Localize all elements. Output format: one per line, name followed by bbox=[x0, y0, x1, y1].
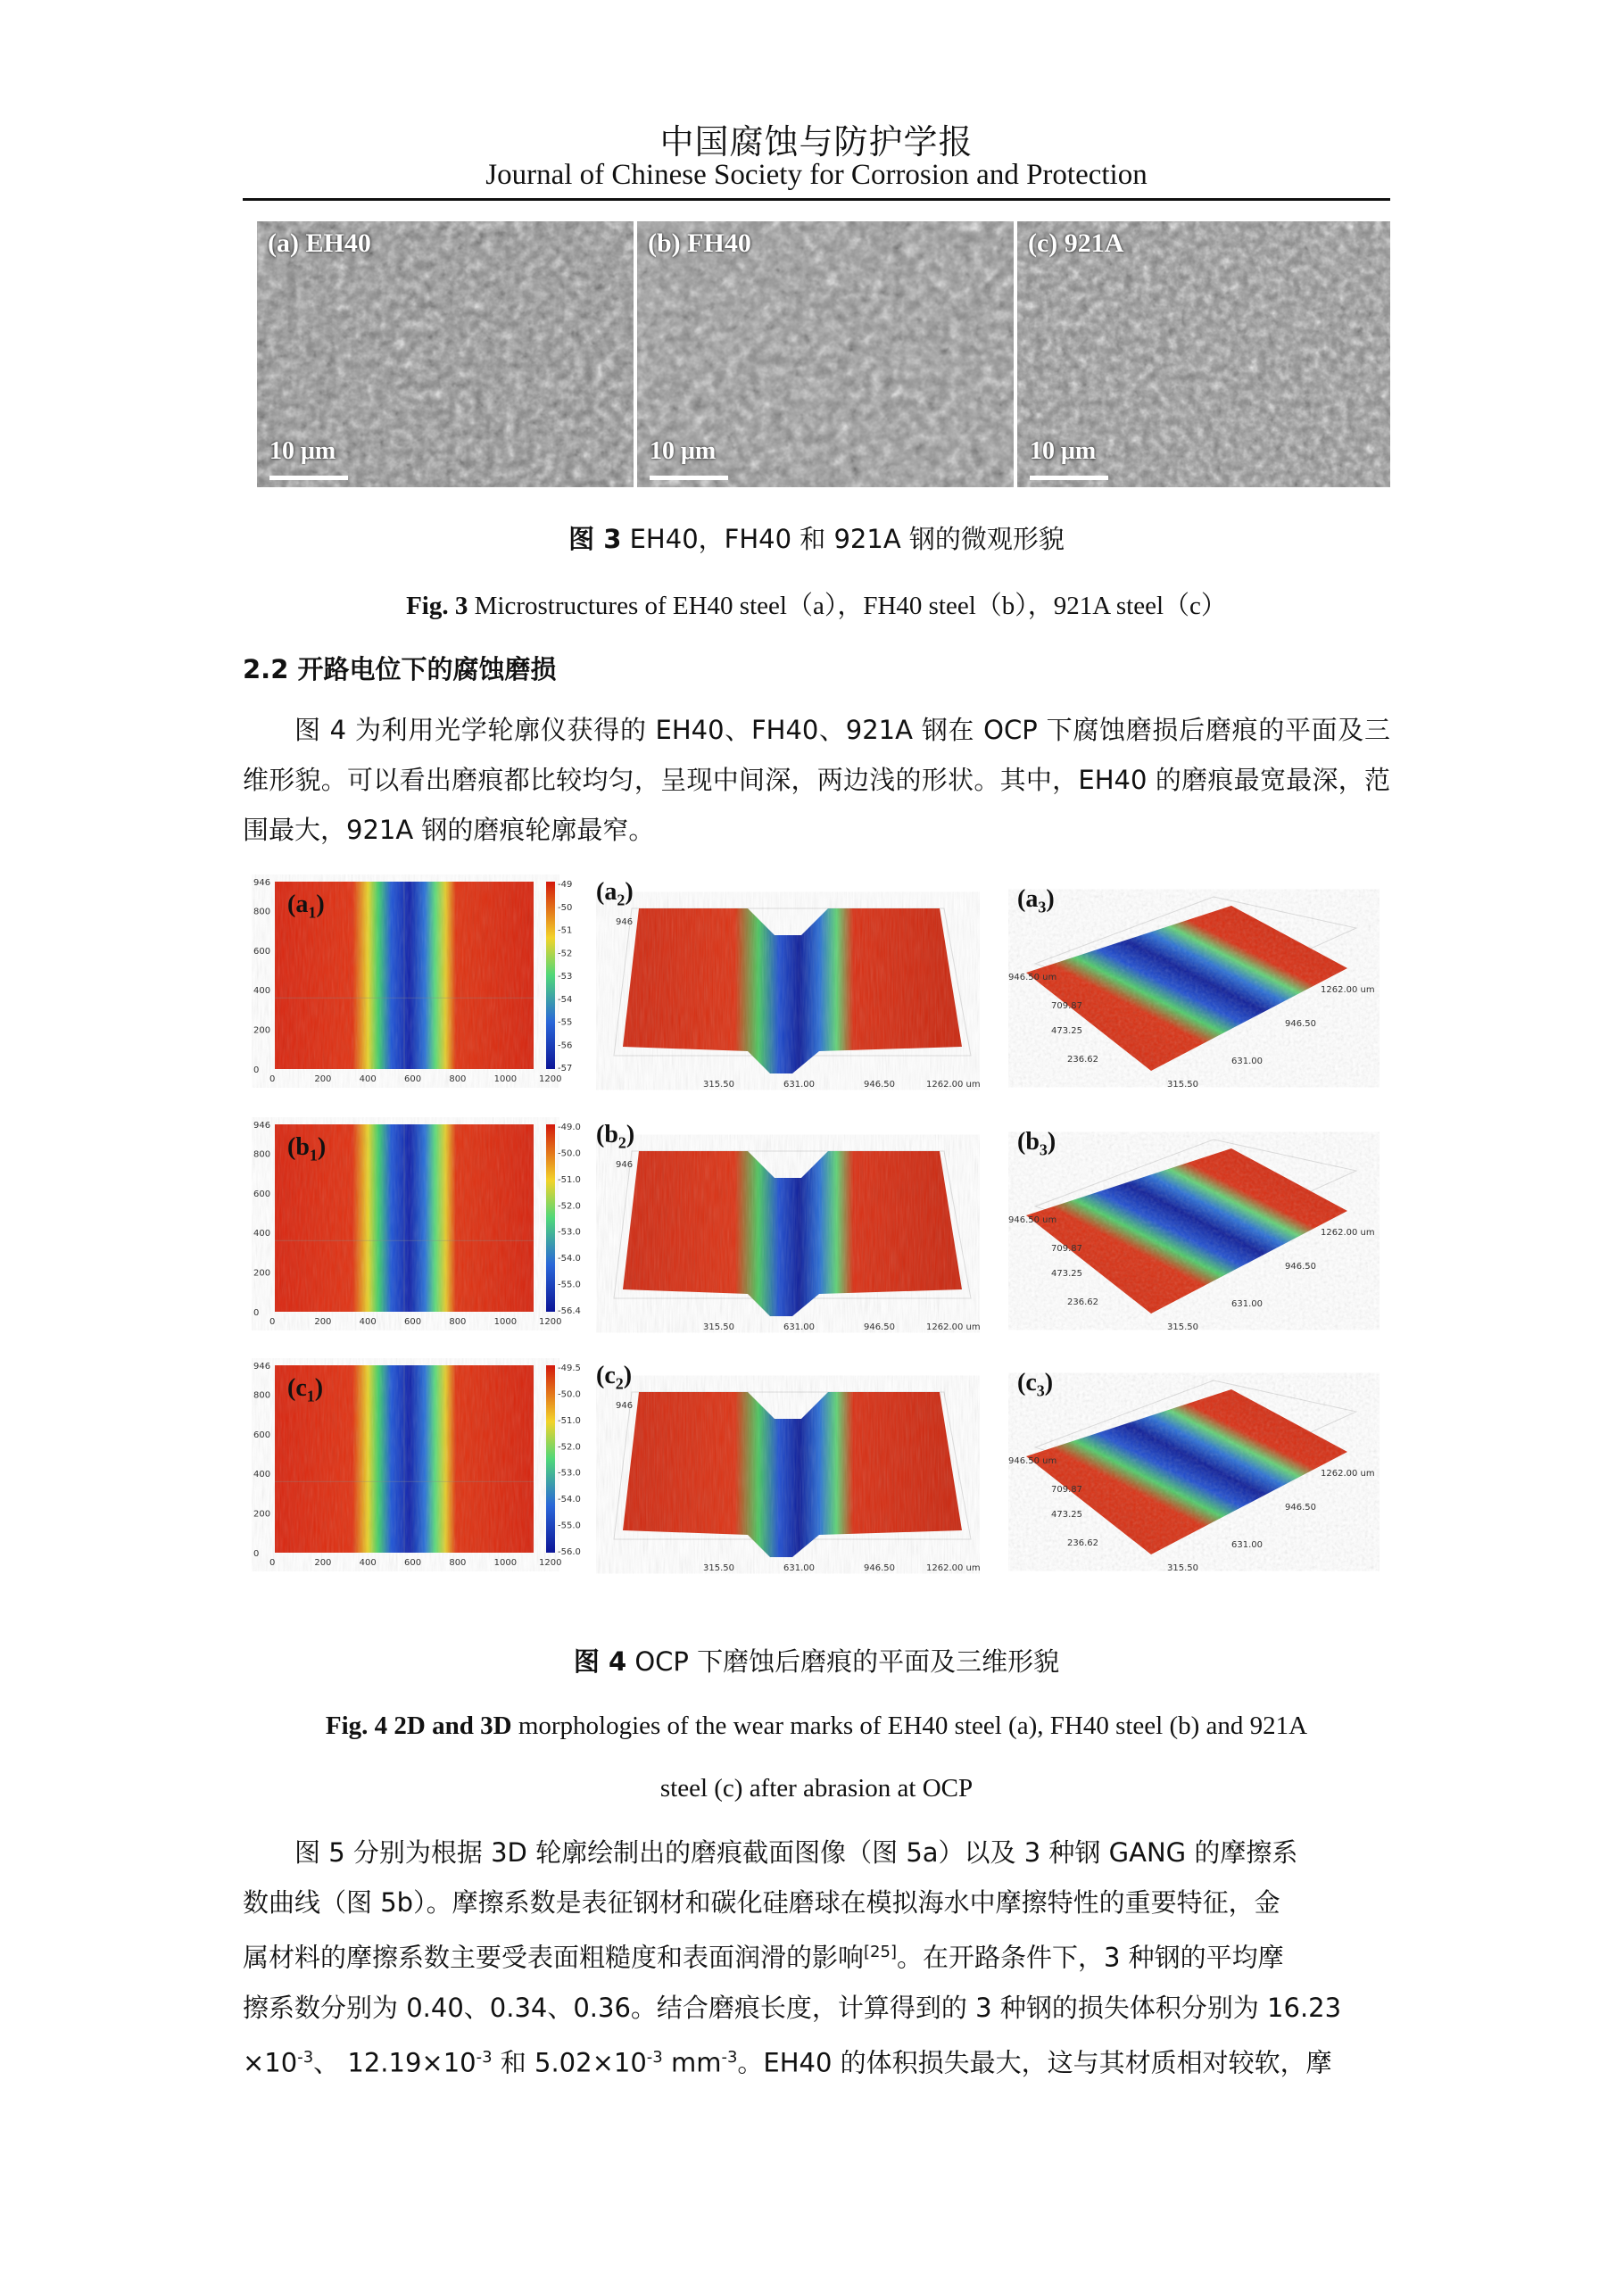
iso3-tick: 946.50 um bbox=[1008, 1456, 1057, 1466]
map-y-tick: 800 bbox=[253, 1149, 271, 1160]
micrograph-label: (c) 921A bbox=[1028, 228, 1124, 258]
colorbar-tick: -54 bbox=[558, 994, 573, 1005]
wear-3d-iso bbox=[1008, 1358, 1392, 1586]
iso3-tick: 946.50 bbox=[1285, 1019, 1316, 1029]
panel-label: $(b_1)$ bbox=[287, 1133, 327, 1165]
colorbar-tick: -53 bbox=[558, 972, 573, 982]
scale-text: 10 μm bbox=[650, 437, 717, 465]
fig3-caption-cn: 图 3 EH40，FH40 和 921A 钢的微观形貌 bbox=[568, 524, 1065, 554]
map-y-tick: 200 bbox=[253, 1268, 271, 1279]
map-y-tick: 946 bbox=[253, 1362, 271, 1372]
wear-3d-front bbox=[596, 1356, 980, 1584]
map-x-tick: 200 bbox=[314, 1558, 332, 1568]
wear-3d-front bbox=[596, 1115, 980, 1343]
colorbar-tick: -56.0 bbox=[558, 1547, 581, 1557]
colorbar-tick: -55.0 bbox=[558, 1521, 581, 1531]
map-x-tick: 1000 bbox=[493, 1074, 518, 1084]
panel-label: $(a_2)$ bbox=[596, 878, 634, 909]
colorbar-tick: -55.0 bbox=[558, 1280, 581, 1290]
iso-x-tick: 1262.00 um bbox=[926, 1322, 980, 1332]
colorbar-tick: -52 bbox=[558, 949, 573, 959]
scale-text: 10 μm bbox=[1030, 437, 1097, 465]
iso-x-tick: 946.50 bbox=[864, 1563, 895, 1573]
map-x-tick: 600 bbox=[404, 1074, 422, 1084]
iso3-tick: 709.87 bbox=[1051, 1244, 1082, 1254]
map-y-tick: 800 bbox=[253, 907, 271, 917]
panel-label: $(a_1)$ bbox=[287, 891, 325, 922]
map-x-tick: 0 bbox=[269, 1074, 276, 1084]
iso3-tick: 1262.00 um bbox=[1321, 985, 1375, 995]
iso3-tick: 1262.00 um bbox=[1321, 1469, 1375, 1479]
map-x-tick: 200 bbox=[314, 1074, 332, 1084]
colorbar-tick: -49 bbox=[558, 880, 573, 890]
iso-x-tick: 631.00 bbox=[783, 1322, 815, 1332]
section-heading: 2.2 开路电位下的腐蚀磨损 bbox=[243, 654, 557, 684]
iso3-tick: 946.50 bbox=[1285, 1503, 1316, 1513]
fig3-caption-en: Fig. 3 Microstructures of EH40 steel（a），FH40 steel（b），921A steel（c） bbox=[406, 592, 1227, 620]
map-y-tick: 400 bbox=[253, 986, 271, 997]
wear-map-2d bbox=[252, 1117, 582, 1336]
colorbar-tick: -56.4 bbox=[558, 1306, 581, 1316]
iso3-tick: 473.25 bbox=[1051, 1510, 1082, 1520]
map-x-tick: 400 bbox=[359, 1317, 377, 1327]
scale-bar bbox=[269, 476, 348, 480]
map-y-tick: 946 bbox=[253, 1121, 271, 1131]
colorbar-tick: -50.0 bbox=[558, 1148, 581, 1159]
colorbar-tick: -51.0 bbox=[558, 1174, 581, 1185]
wear-3d-iso bbox=[1008, 1117, 1392, 1345]
iso3-tick: 315.50 bbox=[1167, 1322, 1198, 1332]
map-y-tick: 400 bbox=[253, 1229, 271, 1239]
panel-label: $(c_1)$ bbox=[287, 1374, 324, 1405]
map-y-tick: 0 bbox=[253, 1549, 260, 1559]
iso-x-tick: 1262.00 um bbox=[926, 1080, 980, 1090]
map-x-tick: 1200 bbox=[539, 1074, 562, 1084]
colorbar-tick: -51 bbox=[558, 925, 573, 936]
scale-bar bbox=[650, 476, 728, 480]
map-x-tick: 400 bbox=[359, 1558, 377, 1568]
map-x-tick: 600 bbox=[404, 1558, 422, 1568]
journal-title-cn: 中国腐蚀与防护学报 bbox=[659, 122, 974, 162]
colorbar-tick: -51.0 bbox=[558, 1415, 581, 1426]
fig4-caption-en: Fig. 4 2D and 3D morphologies of the wear marks of EH40 steel (a), FH40 steel (b) and 921A bbox=[325, 1712, 1308, 1740]
scale-text: 10 μm bbox=[269, 437, 336, 465]
panel-label: $(c_3)$ bbox=[1017, 1369, 1054, 1400]
panel-label: $(b_3)$ bbox=[1017, 1128, 1056, 1159]
map-x-tick: 1200 bbox=[539, 1317, 562, 1327]
map-y-tick: 200 bbox=[253, 1025, 271, 1036]
iso-x-tick: 946.50 bbox=[864, 1080, 895, 1090]
colorbar-tick: -53.0 bbox=[558, 1468, 581, 1479]
colorbar-tick: -54.0 bbox=[558, 1495, 581, 1505]
iso-x-tick: 946.50 bbox=[864, 1322, 895, 1332]
colorbar-tick: -56 bbox=[558, 1040, 573, 1051]
fig4-caption-cn: 图 4 OCP 下磨蚀后磨痕的平面及三维形貌 bbox=[573, 1646, 1060, 1677]
iso3-tick: 473.25 bbox=[1051, 1026, 1082, 1036]
iso3-tick: 946.50 um bbox=[1008, 1215, 1057, 1225]
iso-y-tick: 946 bbox=[616, 1401, 634, 1411]
iso-x-tick: 631.00 bbox=[783, 1080, 815, 1090]
colorbar-tick: -52.0 bbox=[558, 1442, 581, 1453]
iso3-tick: 236.62 bbox=[1067, 1055, 1098, 1065]
iso-x-tick: 631.00 bbox=[783, 1563, 815, 1573]
micrograph-fh40 bbox=[637, 221, 1014, 487]
colorbar-tick: -49.5 bbox=[558, 1364, 581, 1373]
map-y-tick: 600 bbox=[253, 1189, 271, 1199]
colorbar-tick: -50 bbox=[558, 902, 573, 913]
wear-map-2d bbox=[252, 1358, 582, 1577]
colorbar-tick: -50.0 bbox=[558, 1389, 581, 1400]
iso3-tick: 709.87 bbox=[1051, 1485, 1082, 1495]
micrograph-eh40 bbox=[257, 221, 634, 487]
iso3-tick: 631.00 bbox=[1231, 1540, 1263, 1550]
colorbar-tick: -49.0 bbox=[558, 1123, 581, 1132]
micrograph-label: (b) FH40 bbox=[648, 228, 751, 258]
iso-y-tick: 946 bbox=[616, 1160, 634, 1170]
paragraph-1: 图 4 为利用光学轮廓仪获得的 EH40、FH40、921A 钢在 OCP 下腐蚀磨损后磨痕的平面及三维形貌。可以看出磨痕都比较均匀，呈现中间深，两边浅的形状。其中，EH40 的磨痕最宽最深，范围最大，921A 钢的磨痕轮廓最窄。 bbox=[243, 715, 1390, 845]
map-y-tick: 800 bbox=[253, 1390, 271, 1401]
journal-title-en: Journal of Chinese Society for Corrosion and Protection bbox=[485, 159, 1148, 191]
iso3-tick: 236.62 bbox=[1067, 1297, 1098, 1307]
map-y-tick: 600 bbox=[253, 946, 271, 957]
map-y-tick: 946 bbox=[253, 878, 271, 888]
iso-x-tick: 315.50 bbox=[703, 1322, 734, 1332]
header-rule bbox=[243, 198, 1390, 201]
panel-label: $(b_2)$ bbox=[596, 1121, 635, 1152]
map-y-tick: 600 bbox=[253, 1430, 271, 1440]
colorbar-tick: -53.0 bbox=[558, 1227, 581, 1238]
map-y-tick: 0 bbox=[253, 1308, 260, 1318]
iso-x-tick: 1262.00 um bbox=[926, 1563, 980, 1573]
scale-bar bbox=[1030, 476, 1108, 480]
panel-label: $(a_3)$ bbox=[1017, 885, 1055, 916]
colorbar-tick: -55 bbox=[558, 1017, 573, 1028]
map-x-tick: 0 bbox=[269, 1317, 276, 1327]
iso3-tick: 631.00 bbox=[1231, 1057, 1263, 1066]
iso-x-tick: 315.50 bbox=[703, 1563, 734, 1573]
map-x-tick: 800 bbox=[449, 1558, 467, 1568]
iso3-tick: 315.50 bbox=[1167, 1080, 1198, 1090]
map-x-tick: 800 bbox=[449, 1074, 467, 1084]
iso3-tick: 946.50 um bbox=[1008, 973, 1057, 982]
wear-3d-front bbox=[596, 873, 980, 1100]
map-y-tick: 400 bbox=[253, 1470, 271, 1480]
map-x-tick: 200 bbox=[314, 1317, 332, 1327]
paragraph-2: 图 5 分别为根据 3D 轮廓绘制出的磨痕截面图像（图 5a）以及 3 种钢 GANG 的摩擦系 数曲线（图 5b）。摩擦系数是表征钢材和碳化硅磨球在模拟海水中摩擦特性的重要特征，金 属材料的摩擦系数主要受表面粗糙度和表面润滑的影响[25]。在开路条件下，3 种钢的平均摩 擦系数分别为 0.40、0.34、0.36。结合磨痕长度，计算得到的 3 种钢的损失体积分别为 16.23 $\times 10^{-3}$、 $12.19\times 10^{-3}$ 和 $5.02\times 10^{-3}$ $mm^{-3}$。EH40 的体积损失最大，这与其材质相对较软，摩 bbox=[243, 1837, 1342, 2078]
iso3-tick: 631.00 bbox=[1231, 1299, 1263, 1309]
panel-label: $(c_2)$ bbox=[596, 1362, 633, 1393]
map-x-tick: 1200 bbox=[539, 1558, 562, 1568]
iso3-tick: 1262.00 um bbox=[1321, 1228, 1375, 1238]
colorbar-tick: -54.0 bbox=[558, 1254, 581, 1264]
map-y-tick: 200 bbox=[253, 1509, 271, 1520]
micrograph-label: (a) EH40 bbox=[268, 228, 371, 258]
iso3-tick: 236.62 bbox=[1067, 1538, 1098, 1548]
map-x-tick: 800 bbox=[449, 1317, 467, 1327]
map-y-tick: 0 bbox=[253, 1065, 260, 1075]
colorbar-tick: -57 bbox=[558, 1064, 573, 1073]
iso-x-tick: 315.50 bbox=[703, 1080, 734, 1090]
map-x-tick: 600 bbox=[404, 1317, 422, 1327]
micrograph-921a bbox=[1017, 221, 1390, 487]
iso3-tick: 709.87 bbox=[1051, 1001, 1082, 1011]
iso3-tick: 946.50 bbox=[1285, 1262, 1316, 1272]
iso3-tick: 315.50 bbox=[1167, 1563, 1198, 1573]
wear-3d-iso bbox=[1008, 874, 1392, 1102]
map-x-tick: 400 bbox=[359, 1074, 377, 1084]
colorbar-tick: -52.0 bbox=[558, 1201, 581, 1212]
map-x-tick: 1000 bbox=[493, 1558, 518, 1568]
iso3-tick: 473.25 bbox=[1051, 1269, 1082, 1279]
fig4-caption-en-2: steel (c) after abrasion at OCP bbox=[659, 1774, 974, 1803]
iso-y-tick: 946 bbox=[616, 917, 634, 927]
map-x-tick: 1000 bbox=[493, 1317, 518, 1327]
map-x-tick: 0 bbox=[269, 1558, 276, 1568]
wear-map-2d bbox=[252, 874, 582, 1093]
